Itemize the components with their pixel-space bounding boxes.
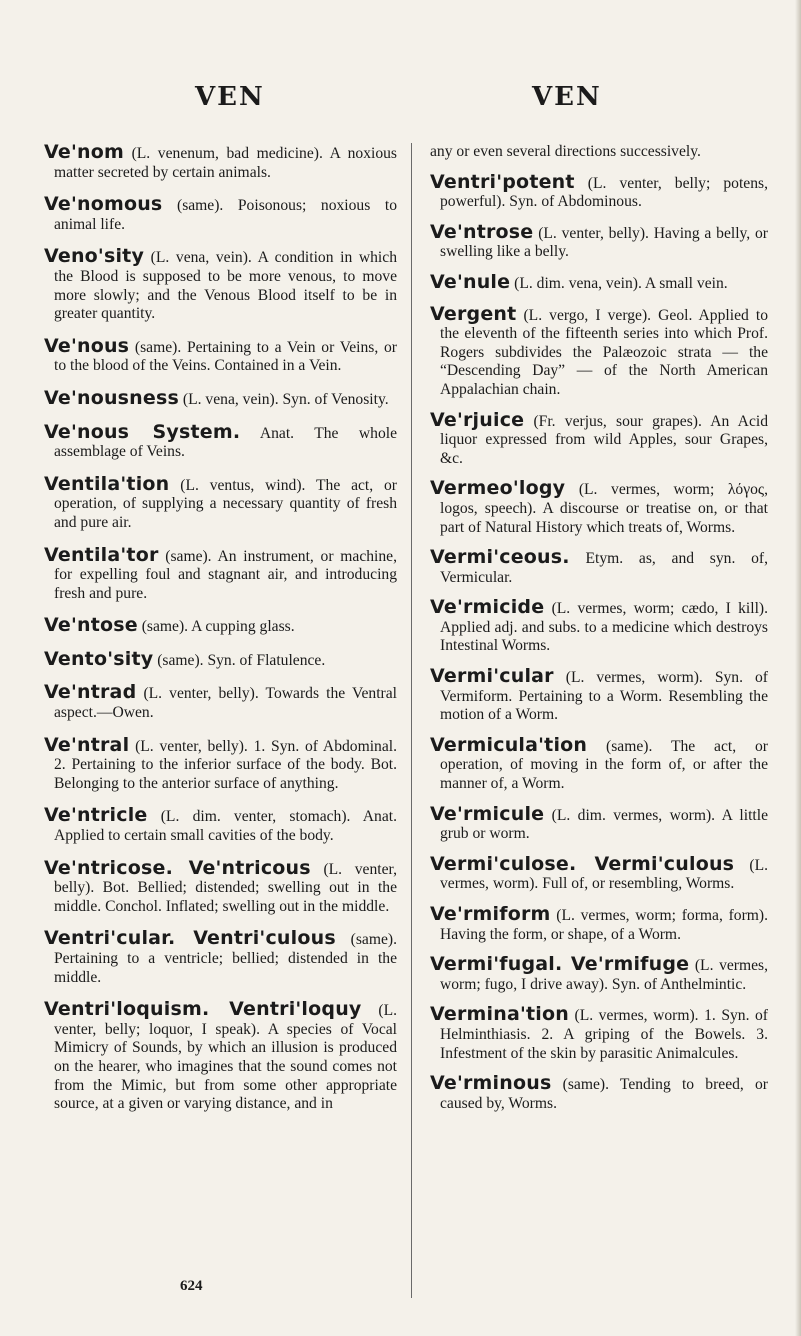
dictionary-entry [430,548,768,587]
entry-headword: Ve'nom [44,141,124,163]
dictionary-entry [430,220,768,262]
entry-definition: (same). Syn. of Flatulence. [153,651,326,669]
entry-headword: Ventri'cular. Ventri'culous [44,927,336,950]
dictionary-entry [44,420,397,462]
right-column [430,143,768,1124]
dictionary-entry [44,856,397,917]
dictionary-entry [44,806,397,845]
dictionary-entry [430,905,768,944]
entry-definition: (L. vermes, worm). 1. Syn. of Helminthiasis. 2. A griping of the Bowels. 3. Infestment of the skin by parasitic Animalcules. [440,1007,768,1062]
dictionary-entry [44,334,397,376]
entry-headword: Ve'ntricle [44,804,148,827]
header-left-guideword: VEN [195,82,265,112]
dictionary-entry [44,1000,397,1114]
entry-definition: (L. vermes, worm). Syn. of Vermiform. Pertaining to a Worm. Resembling the motion of a Worm. [440,669,768,724]
dictionary-entry [44,143,397,182]
entry-definition: (L. venter, belly). Towards the Ventral aspect.—Owen. [54,685,397,722]
entry-headword: Ve'rmicide [430,596,545,619]
dictionary-entry [430,302,768,400]
entry-definition: (same). Pertaining to a ventricle; bellied; distended in the middle. [54,931,397,986]
entry-headword: Ve'rminous [430,1072,552,1095]
entry-headword: Ve'nous [44,334,130,357]
entry-definition: (L. vena, vein). Syn. of Venosity. [179,390,389,408]
dictionary-entry [44,683,397,722]
entry-definition: (same). Poisonous; noxious to animal life. [54,197,397,233]
entry-headword: Veno'sity [44,245,145,268]
entry-headword: Ve'nomous [44,193,163,216]
entry-definition: (L. vergo, I verge). Geol. Applied to the eleventh of the fifteenth series into which Prof. Rogers subdivides the Palæozoic strata — the “Descending Day” — of the North American Appalachian chain. [440,306,768,398]
entry-headword: Vento'sity [44,647,154,670]
entry-definition: (same). Tending to breed, or caused by, Worms. [440,1076,768,1112]
dictionary-entry [44,195,397,234]
entry-headword: Vermicula'tion [430,733,588,756]
entry-headword: Ve'nous System. [44,420,241,443]
dictionary-entry [430,955,768,994]
entry-headword: Ve'rjuice [430,408,525,431]
entry-definition: (L. dim. vermes, worm). A little grub or worm. [440,806,768,843]
entry-definition: (L. dim. venter, stomach). Anat. Applied to certain small cavities of the body. [54,808,397,845]
entry-headword: Ve'ntose [44,614,138,637]
entry-headword: Ve'nule [430,270,511,293]
dictionary-entry [44,247,397,323]
entry-definition: (L. venter, belly). Having a belly, or swelling like a belly. [440,224,768,261]
entry-headword: Ve'rmicule [430,802,545,825]
dictionary-entry [430,852,769,894]
entry-definition: (L. vermes, worm). Full of, or resembling, Worms. [440,856,769,893]
entry-definition: (L. ventus, wind). The act, or operation, of supplying a necessary quantity of fresh and pure air. [54,476,397,531]
entry-headword: Ventri'potent [430,170,575,193]
entry-definition: (L. vena, vein). A condition in which the Blood is supposed to be more venous, to move more slowly; and the Venous Blood itself to be in greater quantity. [54,249,397,323]
entry-definition: (same). An instrument, or machine, for expelling foul and stagnant air, and introducing fresh and pure. [54,547,397,602]
entry-definition: (L. venenum, bad medicine). A noxious matter secreted by certain animals. [54,145,397,181]
dictionary-entry [44,386,397,410]
entry-headword: Ve'ntricose. Ve'ntricous [44,856,311,879]
entry-headword: Vergent [430,302,517,325]
dictionary-entry [44,929,397,987]
entry-definition: (L. vermes, worm; forma, form). Having the form, or shape, of a Worm. [440,907,768,943]
page-edge-shadow [795,0,801,1336]
entry-definition: (L. venter, belly). 1. Syn. of Abdominal. 2. Pertaining to the inferior surface of the body. Bot. Belonging to the anterior surface of anything. [54,737,397,792]
entry-headword: Vermi'ceous. [430,546,570,569]
entry-definition: (same). Pertaining to a Vein or Veins, or to the blood of the Veins. Contained in a Vein. [54,338,397,375]
dictionary-entry [430,1074,768,1113]
dictionary-entry [430,802,768,844]
entry-headword: Vermi'cular [430,665,554,688]
dictionary-entry [44,733,397,794]
dictionary-entry [44,647,397,671]
entry-headword: Ve'rmiform [430,903,551,925]
entry-headword: Ventri'loquism. Ventri'loquy [44,998,362,1021]
entry-definition: Anat. The whole assemblage of Veins. [54,424,397,461]
entry-definition: (L. venter, belly). Bot. Bellied; distended; swelling out in the middle. Conchol. Inflated; swelling out in the middle. [54,860,397,915]
dictionary-entry [430,408,768,469]
left-column [44,143,397,1127]
page-number: 624 [180,1278,203,1294]
entry-definition: (same). The act, or operation, of moving in the form of, or after the manner of, a Worm. [440,737,768,793]
dictionary-entry [430,733,768,794]
dictionary-entry [430,479,768,537]
entry-definition: (L. venter, belly; potens, powerful). Syn. of Abdominous. [440,174,768,211]
dictionary-entry [44,543,397,604]
column-divider [411,143,412,1298]
dictionary-entry [44,616,397,637]
entry-headword: Vermeo'logy [430,477,566,500]
entry-definition: (L. vermes, worm; λόγος, logos, speech). A discourse or treatise on, or that part of Natural History which treats of, Worms. [440,481,768,536]
entry-headword: Vermi'culose. Vermi'culous [430,852,735,875]
entry-definition: (L. dim. vena, vein). A small vein. [510,274,728,292]
dictionary-entry [430,667,768,725]
dictionary-entry [430,598,768,656]
entry-continuation: any or even several directions successively. [430,143,701,160]
entry-headword: Vermi'fugal. Ve'rmifuge [430,953,690,976]
entry-definition: (L. venter, belly; loquor, I speak). A species of Vocal Mimicry of Sounds, by which an illusion is produced on the hearer, who imagines that the sound comes not from the Mimic, but from some other appropriate source, at a given or varying distance, and in [54,1002,397,1113]
dictionary-entry [44,472,397,533]
entry-headword: Ventila'tion [44,472,170,495]
entry-headword: Ve'ntrad [44,681,137,704]
dictionary-entry [430,1005,768,1063]
dictionary-entry [430,270,768,294]
entry-headword: Ve'ntral [44,733,130,756]
entry-definition: Etym. as, and syn. of, Vermicular. [440,550,768,586]
entry-headword: Ve'nousness [44,386,180,409]
header-right-guideword: VEN [532,82,602,112]
running-header [0,82,801,122]
entry-definition: (Fr. verjus, sour grapes). An Acid liquor expressed from wild Apples, sour Grapes, &c. [440,412,768,467]
entry-headword: Ve'ntrose [430,220,534,243]
dictionary-entry [430,170,768,212]
entry-definition: (L. vermes, worm; fugo, I drive away). Syn. of Anthelmintic. [440,957,768,993]
entry-definition: (L. vermes, worm; cædo, I kill). Applied adj. and subs. to a medicine which destroys Intestinal Worms. [440,600,768,655]
entry-headword: Ventila'tor [44,543,159,566]
entry-definition: (same). A cupping glass. [137,618,295,636]
entry-headword: Vermina'tion [430,1003,569,1026]
